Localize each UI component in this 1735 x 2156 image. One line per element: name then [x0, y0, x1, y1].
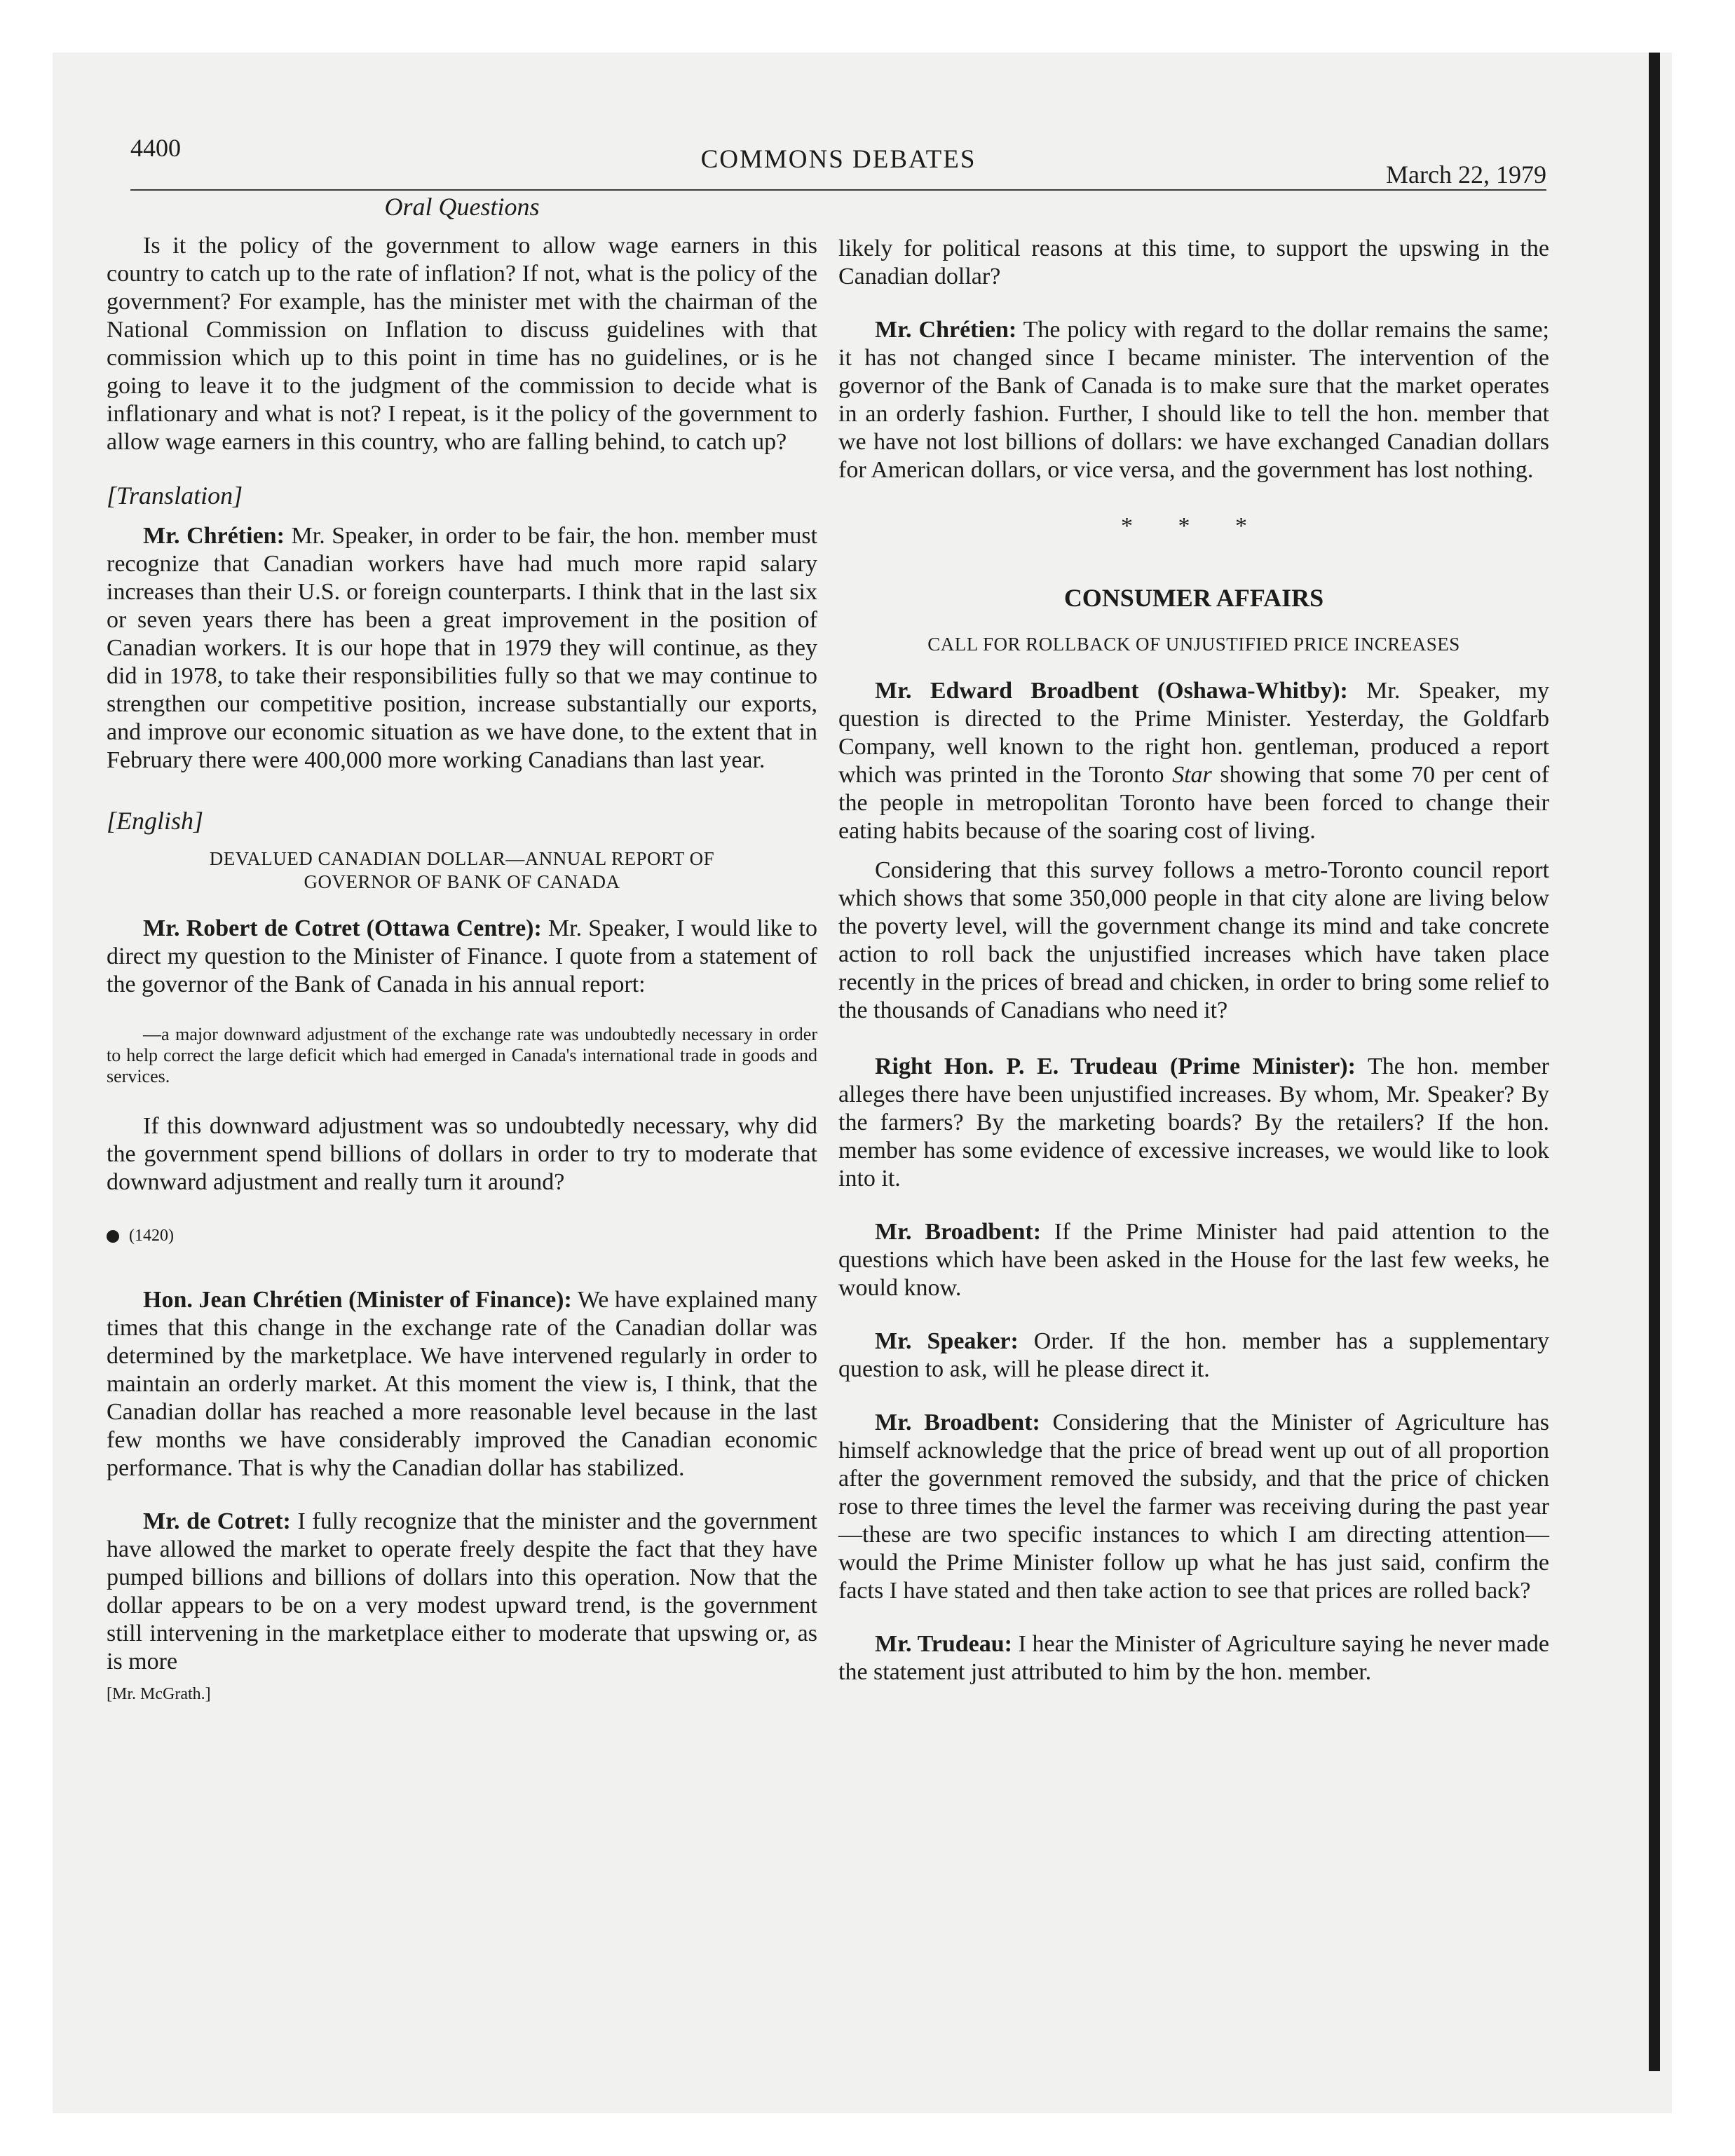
block-quote: —a major downward adjustment of the exchange rate was undoubtedly necessary in order to help correct the large deficit which had emerged in Canada's international trade in goods and services. — [107, 1024, 817, 1086]
speech-text: If the Prime Minister had paid attention to the questions which have been asked in the House for the last few weeks, he would know. — [838, 1219, 1549, 1301]
paragraph: Is it the policy of the government to allow wage earners in this country to catch up to the rate of inflation? If not, what is the policy of the government? For example, has the minister met with the chairman of the National Commission on Inflation to discuss guidelines with that commission which up to this point in time has no guidelines, or is he going to leave it to the judgment of the commission to decide what is inflationary and what is not? I repeat, is it the policy of the government to allow wage earners in this country, who are falling behind, to catch up? — [107, 233, 817, 455]
page-header — [130, 133, 1546, 196]
publication-title: COMMONS DEBATES — [700, 145, 977, 174]
subheading-line: GOVERNOR OF BANK OF CANADA — [304, 871, 620, 892]
bullet-icon — [107, 1230, 119, 1243]
timestamp — [107, 1222, 817, 1250]
speech-text: Order. If the hon. member has a supplementary question to ask, will he please direct it. — [838, 1328, 1549, 1382]
speaker-name: Mr. Robert de Cotret (Ottawa Centre): — [143, 915, 542, 941]
right-column — [838, 193, 1549, 1712]
speaker-name: Mr. Chrétien: — [143, 523, 285, 549]
header-rule — [130, 189, 1546, 191]
paragraph — [838, 1409, 1549, 1605]
publication-date: March 22, 1979 — [1386, 161, 1546, 189]
newspaper-name: Star — [1172, 762, 1212, 788]
left-column — [107, 193, 817, 1708]
speech-text: Mr. Speaker, in order to be fair, the hon. member must recognize that Canadian workers have had much more rapid salary increases than their U.S. or foreign counterparts. I think that in the last six or seven years there has been a great improvement in the position of Canadian workers. It is our hope that in 1979 they will continue, as they did in 1978, to take their responsibilities fully so that we may continue to strengthen our competitive position, increase substantially our exports, and improve our economic situation as we have done, to the extent that in February there were 400,000 more working Canadians than last year. — [107, 523, 817, 773]
subheading — [107, 847, 817, 894]
speech-text: Considering that the Minister of Agriculture has himself acknowledge that the price of bread went up out of all proportion after the government removed the subsidy, and that the price of chicken rose to three times the level the farmer was receiving during the past year—these are two specific instances to which I am directing attention—would the Prime Minister follow up what he has just said, confirm the facts I have stated and then take action to see that prices are rolled back? — [838, 1410, 1549, 1604]
paragraph — [838, 316, 1549, 484]
speaker-name: Mr. Broadbent: — [875, 1219, 1042, 1245]
speaker-name: Mr. Edward Broadbent (Oshawa-Whitby): — [875, 678, 1348, 704]
paragraph: If this downward adjustment was so undoubtedly necessary, why did the government spend billions of dollars in order to try to moderate that downward adjustment and really turn it around? — [107, 1113, 817, 1195]
speech-text: Mr. Speaker, my question is directed to the Prime Minister. Yesterday, the Goldfarb Company, well known to the right hon. gentleman, produced a report which was printed in the Toronto — [838, 678, 1549, 788]
language-marker: [English] — [107, 807, 204, 835]
speaker-name: Mr. Speaker: — [875, 1328, 1019, 1354]
paragraph: likely for political reasons at this time, to support the upswing in the Canadian dollar? — [838, 236, 1549, 289]
section-separator: * * * — [1121, 513, 1267, 539]
paragraph — [838, 1053, 1549, 1193]
paragraph — [107, 1286, 817, 1482]
speaker-name: Right Hon. P. E. Trudeau (Prime Minister): — [875, 1053, 1356, 1079]
section-heading: CONSUMER AFFAIRS — [1063, 584, 1324, 612]
speech-text: Mr. Speaker, I would like to direct my question to the Minister of Finance. I quote from a statement of the governor of the Bank of Canada in his annual report: — [107, 915, 817, 997]
speech-text: I fully recognize that the minister and the government have allowed the market to operate freely despite the fact that they have pumped billions and billions of dollars into this operation. Now that the dollar appears to be on a very modest upward trend, is the government still intervening in the marketplace either to moderate that upswing or, as is more — [107, 1508, 817, 1674]
subheading: CALL FOR ROLLBACK OF UNJUSTIFIED PRICE INCREASES — [927, 634, 1460, 655]
section-label: Oral Questions — [384, 193, 540, 221]
timestamp-text: (1420) — [129, 1227, 174, 1245]
paragraph — [838, 1630, 1549, 1686]
language-marker: [Translation] — [107, 482, 243, 510]
paragraph — [107, 915, 817, 999]
page-number: 4400 — [130, 134, 181, 162]
speech-text: We have explained many times that this change in the exchange rate of the Canadian dollar was determined by the marketplace. We have intervened regularly in order to maintain an orderly market. At this moment the view is, I think, that the Canadian dollar has reached a more reasonable level because in the last few months we have considerably improved the Canadian economic performance. That is why the Canadian dollar has stabilized. — [107, 1287, 817, 1481]
paragraph — [838, 1328, 1549, 1384]
paragraph — [107, 522, 817, 775]
speaker-name: Mr. Trudeau: — [875, 1631, 1012, 1657]
speaker-name: Hon. Jean Chrétien (Minister of Finance): — [143, 1287, 572, 1313]
footer-tag: [Mr. McGrath.] — [107, 1685, 211, 1703]
speech-text: The policy with regard to the dollar remains the same; it has not changed since I became minister. The intervention of the governor of the Bank of Canada is to make sure that the market operates in an orderly fashion. Further, I should like to tell the hon. member that we have not lost billions of dollars: we have exchanged Canadian dollars for American dollars, or vice versa, and the government has lost nothing. — [838, 317, 1549, 483]
subheading-line: DEVALUED CANADIAN DOLLAR—ANNUAL REPORT OF — [209, 848, 715, 869]
speech-text: The hon. member alleges there have been unjustified increases. By whom, Mr. Speaker? By the farmers? By the marketing boards? By the retailers? If the hon. member has some evidence of excessive increases, we would like to look into it. — [838, 1053, 1549, 1192]
speech-text: I hear the Minister of Agriculture saying he never made the statement just attributed to him by the hon. member. — [838, 1631, 1549, 1685]
speaker-name: Mr. Broadbent: — [875, 1410, 1040, 1435]
speech-text: showing that some 70 per cent of the people in metropolitan Toronto have been forced to change their eating habits because of the soaring cost of living. — [838, 762, 1549, 844]
scan-edge-shadow — [1649, 53, 1660, 2071]
paragraph — [107, 1508, 817, 1676]
paragraph — [838, 1218, 1549, 1302]
paragraph — [838, 677, 1549, 845]
speaker-name: Mr. de Cotret: — [143, 1508, 291, 1534]
speaker-name: Mr. Chrétien: — [875, 317, 1017, 343]
paragraph: Considering that this survey follows a metro-Toronto council report which shows that some 350,000 people in that city alone are living below the poverty level, will the government change its mind and take concrete action to roll back the unjustified increases which have taken place recently in the prices of bread and chicken, in order to bring some relief to the thousands of Canadians who need it? — [838, 857, 1549, 1023]
